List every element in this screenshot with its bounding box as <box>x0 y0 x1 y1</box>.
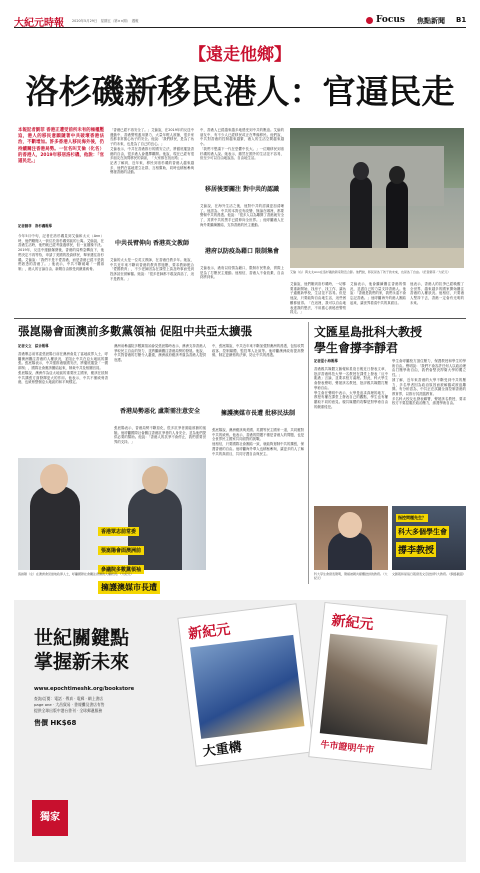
story3-photo-right <box>392 506 466 570</box>
story1-headline: 洛杉磯新移民港人：官逼民走 <box>25 72 455 111</box>
story1-tail-col1: 艾倫說，他們剛到洛杉磯時，一切都要重新開始，找房子、找工作、讓孩子適應新學校，生活並不容易。但是他說，只要能夠自由地生活，這些困難都值得。「在這裡，我可以自由地表達我的想法，不用擔心被秘密警察抓走。」 <box>290 282 346 315</box>
ad-desc-b: page one · 大昌貿易 · 書報攤及書店有售 <box>34 702 105 707</box>
story1-col1: 今年5月中旬，記者在洛杉磯見到艾倫和太太（Ann）時，他們剛搬入一套位於洛杉磯郊區的公寓。艾倫說，在香港生活時，他們就已經考慮過移民，但一直猶豫不決。2019年，反送中運動爆發後，香港的局勢急轉直下，他們決定不再等待，申請了美國的投資移民，舉家遷往洛杉磯。艾倫說：「我們不是不愛香港，而是香港已經不是我們熟悉的香港了。」他表示，中共不斷破壞「一國兩制」，港人的言論自由、新聞自由都受到嚴重威脅。 <box>18 234 104 271</box>
photo-ground <box>290 248 464 268</box>
story1-col3c: 艾倫表示，港府以疫情為藉口，限制市民集會，實際上是為了打壓民主運動。他相信，香港人不會放棄，自由終將到來。 <box>200 266 284 280</box>
story3-byline: 記者夏小海報導 <box>314 359 338 363</box>
story2-overlay-line-c: 參議院多數黨領袖 <box>98 565 144 574</box>
ad-url[interactable]: www.epochtimeshk.org/bookstore <box>34 686 135 692</box>
story3-col2: 學生會呼籲校方頂住壓力，保護教授和學生的學術自由。聲明說：「我們不會容許任何人以政治理由打壓學術自由，我們會堅決捍衛大學的獨立性。」 據了解，近年來香港的大學不斷受到中共的壓力，多名學者因為政治原因而被解僱或被迫離開。有分析認為，中共正在試圖全面控制香港的教育界，以推行其洗腦教育。 多名科大校友也發表聯署，聲援該名教授，要求校方不要屈服於政治壓力，維護學術自由。 <box>392 359 466 406</box>
story2-col3b: 張崑陽說，澳洲應該與美國、英國等民主國家一道，共同應對中共的威脅。他表示，香港的問題不僅是香港人的問題，也是全世界民主國家共同面對的挑戰。 他相信，只要國際社會團結一致，就能夠遏制中共的擴張，保護香港的自由。他呼籲海外華人也積極參與，讓更多的人了解中共的真面目，共同守護自由與民主。 <box>212 428 304 456</box>
magazine-cover-1[interactable] <box>177 603 314 767</box>
magazine-2-banner: 牛市證明牛市 <box>318 737 377 756</box>
page-number: B1 <box>456 16 467 24</box>
story2-col2: 澳洲前參議院多數黨領袖會見張崑陽時表示，澳洲支持香港人爭取民主自由的努力，並將繼續關注香港局勢的發展。他說，中共對香港的打壓令人憂慮，澳洲政府應該考慮為香港人提供庇護。 <box>114 344 206 363</box>
story2-overlay <box>98 518 202 592</box>
person-right-head <box>142 466 168 494</box>
masthead: 大紀元時報 <box>14 18 64 29</box>
story3-photo-caption-right: 文匯報和星島日報發表文章批評科大教授。（網絡截圖） <box>392 572 466 576</box>
story2-subhead-a: 香港局勢惡化 盧斯需注意安全 <box>119 408 201 415</box>
story2-col2b: 張崑陽表示，香港局勢不斷惡化，很多抗爭者面臨被捕的風險。他呼籲國際社會關注香港抗爭者的人身安全，並為他們提供必要的幫助。他說：「香港人的抗爭不會停止，我們需要世界的支持。」 <box>114 426 206 445</box>
story1-col3b: 艾倫說，在海外生活之後，他對中共的認識更加清晰了。他認為，中共的本質沒有改變，無論在哪裡，都要警惕中共的滲透。他說：「很多人以為離開了香港就安全了，其實中共的黑手已經伸向全世界。」他呼籲港人在海外要繼續團結，支持香港的民主運動。 <box>200 204 284 227</box>
story1-subhead-c: 港府以防疫為藉口 限制集會 <box>204 248 280 255</box>
story3-overlay-a: 指控問題先生？ <box>398 515 426 520</box>
person-left-head <box>353 162 369 180</box>
story2-overlay-line-b: 張崑陽會面澳洲前 <box>98 546 144 555</box>
story2-photo-caption: 張崑陽（左）在澳洲會見當地政界人士，呼籲國際社會關注香港的人權狀況。（大紀元） <box>18 572 134 576</box>
magazine-1-banner: 大重構 <box>201 740 243 760</box>
story1-tail-col2: 艾倫表示，他會繼續關注香港的情況，並盡自己的力量支持香港人。他說：「香港是我們的家，我們永遠不會忘記香港。」他呼籲海外的港人團結起來，讓世界看清中共的真面目。 <box>350 282 406 305</box>
section-name: 焦點新聞 <box>417 17 445 25</box>
story3-col1: 香港親共媒體文匯報和星島日報近日發表文章，批評香港科技大學一名教授在課堂上發表「反中亂港」言論，並要求校方處理。對此，科大學生會發表聲明，聲援該名教授，批評親共媒體打壓學術自由。 學生會在聲明中表示，大學是追求真理的地方，教授有權在課堂上發表自己的觀點，學生也有權聽取不同的意見。親共媒體的攻擊是對學術自由的嚴重侵犯。 <box>314 367 388 409</box>
story1-col2: 「香港已經不再安全了。」艾倫說，在2019年的反送中運動中，香港警察濫用暴力，大量年輕人被捕，很多家長都非常擔心孩子的安全。他說：「我們移民，是為了孩子的未來，也是為了自己的良心。」 艾倫表示，中共在香港推行的國安立法，將徹底摧毀香港的自由，很多港人會選擇離開。他說，現在已經有很多朋友在詢問移民的資訊，「大家都在找出路」。 記者了解到，近年來，移民到洛杉磯的香港人越來越多，他們在當地建立社群，互相幫助，同時也積極參與聲援香港的活動。 <box>110 128 194 175</box>
story1-col2b: 艾倫的太太是一位英文教師，在香港任教多年。她說，中共近年來不斷向香港的教育界施壓，要求教師配合「愛國教育」，不少老師因為在課堂上談及時事而受到投訴甚至被解僱。她說：「很多老師都不敢說真話了，這不是教育。」 <box>110 258 194 281</box>
person-right-head <box>389 166 405 184</box>
magazine-1-art <box>190 635 304 739</box>
person-left-head <box>40 464 68 494</box>
story2-col3: 中，張崑陽說，中共近年來不斷加強對澳洲的滲透，包括收買政客、控制媒體、監控華人社區等。他呼籲澳洲政府提高警惕，制定更嚴格的法律，防止中共的滲透。 <box>212 344 304 358</box>
section-divider <box>14 318 466 319</box>
header-meta: 2020年5月29日 星期五（第××期） 週報 <box>72 19 139 23</box>
ad-desc-c: 提供全球出版中港台書刊 · 全球郵遞服務 <box>34 708 103 713</box>
magazine-1-title: 新紀元 <box>187 621 232 643</box>
story1-photo-caption: 艾倫（右）與太太Ann在洛杉磯的新家附近合影。他們說，移民是為了孩子的未來，也是為了自由。（記者劉菲／大紀元） <box>290 270 451 274</box>
story3-photo-left <box>314 506 388 570</box>
ad-title-b: 掌握新未來 <box>34 651 130 673</box>
story2-col1: 香港眾志前常委張崑陽日前在澳洲會見了當地政界人士，呼籲澳洲關注香港的人權狀況，並阻止中共在亞太地區的擴張。張崑陽表示，中共強推港版國安法，將徹底摧毀「一國兩制」，國際社會應該團結起來，制裁中共及相關官員。 張崑陽說，澳洲作為亞太地區的重要民主國家，應該在抵制中共擴張方面發揮更大的作用。他表示，中共不僅威脅香港，也威脅整個亞太地區的和平與穩定。 <box>18 352 108 385</box>
bookstore-ad[interactable] <box>14 600 466 862</box>
story3-headline: 文匯星島批科大教授 學生會撐李靜君 <box>314 325 423 355</box>
focus-icon <box>366 17 373 24</box>
story2-subhead-b: 擁護澳媒市長遭 批移民法制 <box>220 410 296 417</box>
ad-title-a: 世紀關鍵點 <box>34 627 130 649</box>
ad-desc-a: 查詢/訂閱：電話 · 傳真 · 電郵 · 網上書店 <box>34 696 104 701</box>
story2-headline: 張崑陽會面澳前多數黨領袖 促阻中共亞太擴張 <box>18 324 253 338</box>
ad-exclusive-badge: 獨家 <box>32 800 68 836</box>
page-header <box>14 14 466 28</box>
focus-label: Focus <box>376 15 405 25</box>
story1-kicker: 【遠走他鄉】 <box>189 45 291 65</box>
story1-lede: 本報記者劉菲 香港正遭受前所未有的極權壓迫，港人的移民意願隨著中共破壞香港法治，不斷增加。許多香港人移民海外後，仍持續關注香港局勢。一位名叫艾倫（化名）的香港人，2019年移居洛杉磯，他說：「官逼民走。」 <box>18 128 104 165</box>
story1-subhead-a: 中共長臂伸向 香港英文教師 <box>114 240 190 247</box>
column-divider <box>308 322 309 584</box>
story1-tail-col3: 他表示，香港人的抗爭已經喚醒了全世界，越來越多的國家開始關注香港的人權狀況。他相信，只要港人堅持下去，香港一定會有光明的未來。 <box>410 282 464 305</box>
story1-byline: 記者劉菲 洛杉磯報導 <box>18 224 52 228</box>
story2-overlay-line-a: 香港眾志前常委 <box>98 527 139 536</box>
person-head <box>338 512 362 538</box>
story1-subhead-b: 移居後要關注 對中共的認識 <box>204 186 280 193</box>
magazine-2-title: 新紀元 <box>330 612 375 634</box>
story3-photo-caption-left: 科大學生會發表聲明，聲援被親共媒體批評的教授。（大紀元） <box>314 572 388 580</box>
photo-building <box>310 146 444 206</box>
story1-col3: 中，香港人已經越來越多地感受到中共的壓迫。艾倫的朋友中，有不少人已經移民或正在準備移民。他們說，中共對香港的控制越來越緊，港人的生活空間越來越小。 「我們不想讓下一代在恐懼中長大。」一位剛移民到洛杉磯的港人說。她表示，雖然在國外的生活並不容易，但至少可以自由地說話、自由地生活。 <box>200 128 284 161</box>
story1-photo <box>290 128 464 268</box>
magazine-2-art <box>320 634 438 745</box>
story3-overlay-c: 撐李教授 <box>396 542 436 557</box>
magazine-cover-2[interactable] <box>308 602 448 770</box>
story2-overlay-big: 擁護澳媒市長遭 <box>98 581 160 594</box>
story3-overlay-b: 科大多個學生會 <box>398 528 447 536</box>
story2-byline: 記者文立 綜合報導 <box>18 344 49 348</box>
person-left-figure <box>30 486 80 570</box>
ad-price: 售價 HK$68 <box>34 719 77 727</box>
